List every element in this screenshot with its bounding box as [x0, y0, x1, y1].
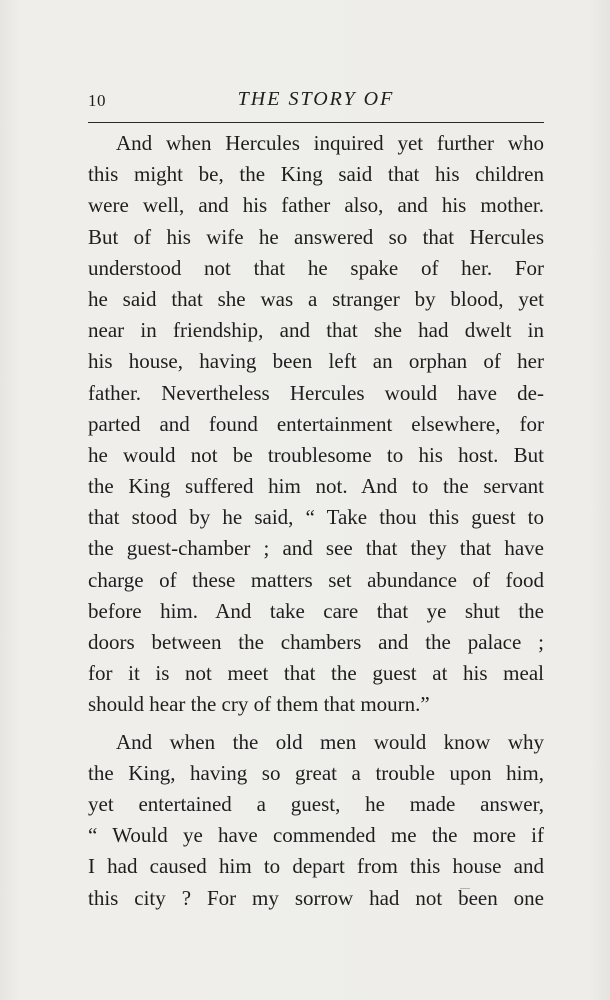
text-line: yet entertained a guest, he made answer,: [88, 791, 544, 816]
page-number: 10: [88, 91, 106, 110]
print-speck: [460, 888, 470, 889]
text-line: before him. And take care that ye shut the: [88, 598, 544, 623]
header-rule: [88, 122, 544, 123]
text-line: he said that she was a stranger by blood, yet: [88, 286, 544, 311]
text-line: this city ? For my sorrow had not been one: [88, 885, 544, 910]
text-line: near in friendship, and that she had dwelt in: [88, 318, 544, 343]
text-line: And when Hercules inquired yet further who: [116, 131, 544, 155]
running-title: THE STORY OF: [237, 88, 395, 110]
text-line: parted and found entertainment elsewhere, for: [88, 411, 544, 436]
text-line: he would not be troublesome to his host. But: [88, 442, 544, 467]
text-line: for it is not meet that the guest at his meal: [88, 661, 544, 686]
page-header: [88, 88, 544, 118]
text-line: “ Would ye have commended me the more if: [88, 823, 544, 848]
text-line: But of his wife he answered so that Hercules: [88, 224, 544, 249]
text-line: that stood by he said, “ Take thou this guest to: [88, 505, 544, 530]
text-line: should hear the cry of them that mourn.”: [88, 692, 430, 717]
text-line: the King suffered him not. And to the servant: [88, 474, 544, 499]
text-line: the guest-chamber ; and see that they that have: [88, 536, 544, 561]
text-line: I had caused him to depart from this house and: [88, 854, 544, 879]
text-line: father. Nevertheless Hercules would have de-: [88, 380, 544, 405]
text-line: doors between the chambers and the palace ;: [88, 630, 544, 654]
text-line: were well, and his father also, and his mother.: [88, 193, 544, 218]
text-line: this might be, the King said that his children: [88, 162, 544, 187]
body-text: [88, 128, 544, 914]
text-line: his house, having been left an orphan of her: [88, 349, 544, 374]
text-line: understood not that he spake of her. For: [88, 255, 544, 280]
text-line: the King, having so great a trouble upon him,: [88, 760, 544, 785]
text-line: And when the old men would know why: [116, 729, 544, 754]
text-line: charge of these matters set abundance of food: [88, 567, 544, 592]
